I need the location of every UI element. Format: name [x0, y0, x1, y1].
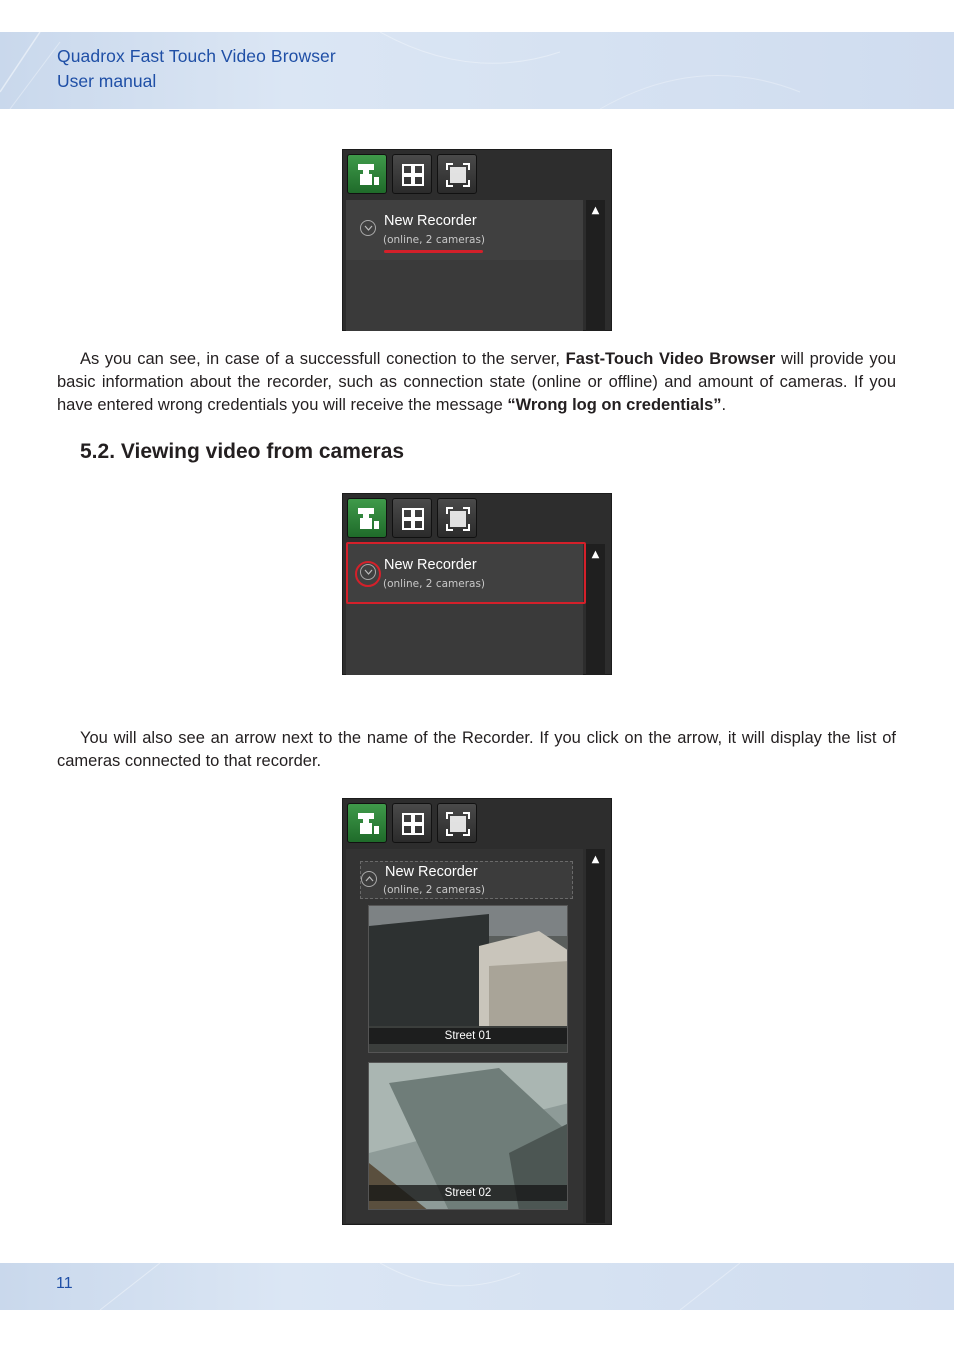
chevron-down-icon[interactable]: [360, 220, 376, 236]
fullscreen-button[interactable]: [437, 803, 477, 843]
camera-label: Street 02: [369, 1185, 567, 1201]
scroll-up-arrow-icon[interactable]: ▲: [591, 205, 600, 216]
camera-tile[interactable]: [368, 1062, 568, 1210]
fullscreen-button[interactable]: [437, 498, 477, 538]
scroll-up-arrow-icon[interactable]: ▲: [591, 854, 600, 865]
footer-band: [0, 1263, 954, 1310]
camera-icon: [355, 162, 381, 188]
app-panel-screenshot-2: [342, 493, 612, 675]
recorder-item-expanded[interactable]: [360, 861, 573, 899]
scroll-up-arrow-icon[interactable]: ▲: [591, 549, 600, 560]
camera-list-button[interactable]: [347, 803, 387, 843]
grid-layout-button[interactable]: [392, 498, 432, 538]
grid-icon: [400, 811, 426, 837]
recorder-name: New Recorder: [384, 213, 477, 229]
camera-label: Street 01: [369, 1028, 567, 1044]
red-circle-annotation: [355, 561, 381, 587]
grid-layout-button[interactable]: [392, 154, 432, 194]
recorder-status: (online, 2 cameras): [383, 884, 486, 896]
camera-list-button[interactable]: [347, 154, 387, 194]
document-subtitle: User manual: [57, 71, 157, 91]
paragraph-arrow-info: You will also see an arrow next to the name of the Recorder. If you click on the arrow, it will display the list of cameras connected to that recorder.: [57, 729, 896, 770]
app-panel-screenshot-3: [342, 798, 612, 1225]
recorder-list: [346, 200, 583, 331]
camera-list-button[interactable]: [347, 498, 387, 538]
app-panel-screenshot-1: [342, 149, 612, 331]
fullscreen-icon: [445, 162, 471, 188]
document-title: Quadrox Fast Touch Video Browser: [57, 46, 336, 66]
scrollbar[interactable]: [586, 849, 605, 1223]
paragraph-connection-info: As you can see, in case of a successfull conection to the server, Fast-Touch Video Browser will provide you basic information about the recorder, such as connection state (online or offline) and amount of cameras. If you have entered wrong credentials you will receive the message “Wrong log on credentials”.: [57, 350, 897, 414]
camera-tile[interactable]: [368, 905, 568, 1053]
recorder-name: New Recorder: [384, 557, 477, 573]
recorder-status: (online, 2 cameras): [383, 234, 486, 246]
recorder-list-expanded: [346, 849, 583, 1223]
page-number: 11: [56, 1275, 73, 1292]
world-map-decoration: [0, 1263, 954, 1310]
camera-icon: [355, 811, 381, 837]
fullscreen-button[interactable]: [437, 154, 477, 194]
fullscreen-icon: [445, 506, 471, 532]
recorder-item[interactable]: [346, 544, 583, 604]
scrollbar[interactable]: [586, 200, 605, 331]
fullscreen-icon: [445, 811, 471, 837]
red-highlight-box-annotation: [346, 542, 586, 604]
grid-icon: [400, 162, 426, 188]
section-heading: 5.2. Viewing video from cameras: [80, 440, 405, 463]
recorder-name: New Recorder: [385, 864, 478, 880]
grid-icon: [400, 506, 426, 532]
recorder-item[interactable]: [346, 200, 583, 260]
grid-layout-button[interactable]: [392, 803, 432, 843]
recorder-list: [346, 544, 583, 675]
recorder-status: (online, 2 cameras): [383, 578, 486, 590]
chevron-up-icon[interactable]: [361, 871, 377, 887]
camera-icon: [355, 506, 381, 532]
red-underline-annotation: [384, 250, 483, 253]
scrollbar[interactable]: [586, 544, 605, 675]
header-band: [0, 32, 954, 109]
